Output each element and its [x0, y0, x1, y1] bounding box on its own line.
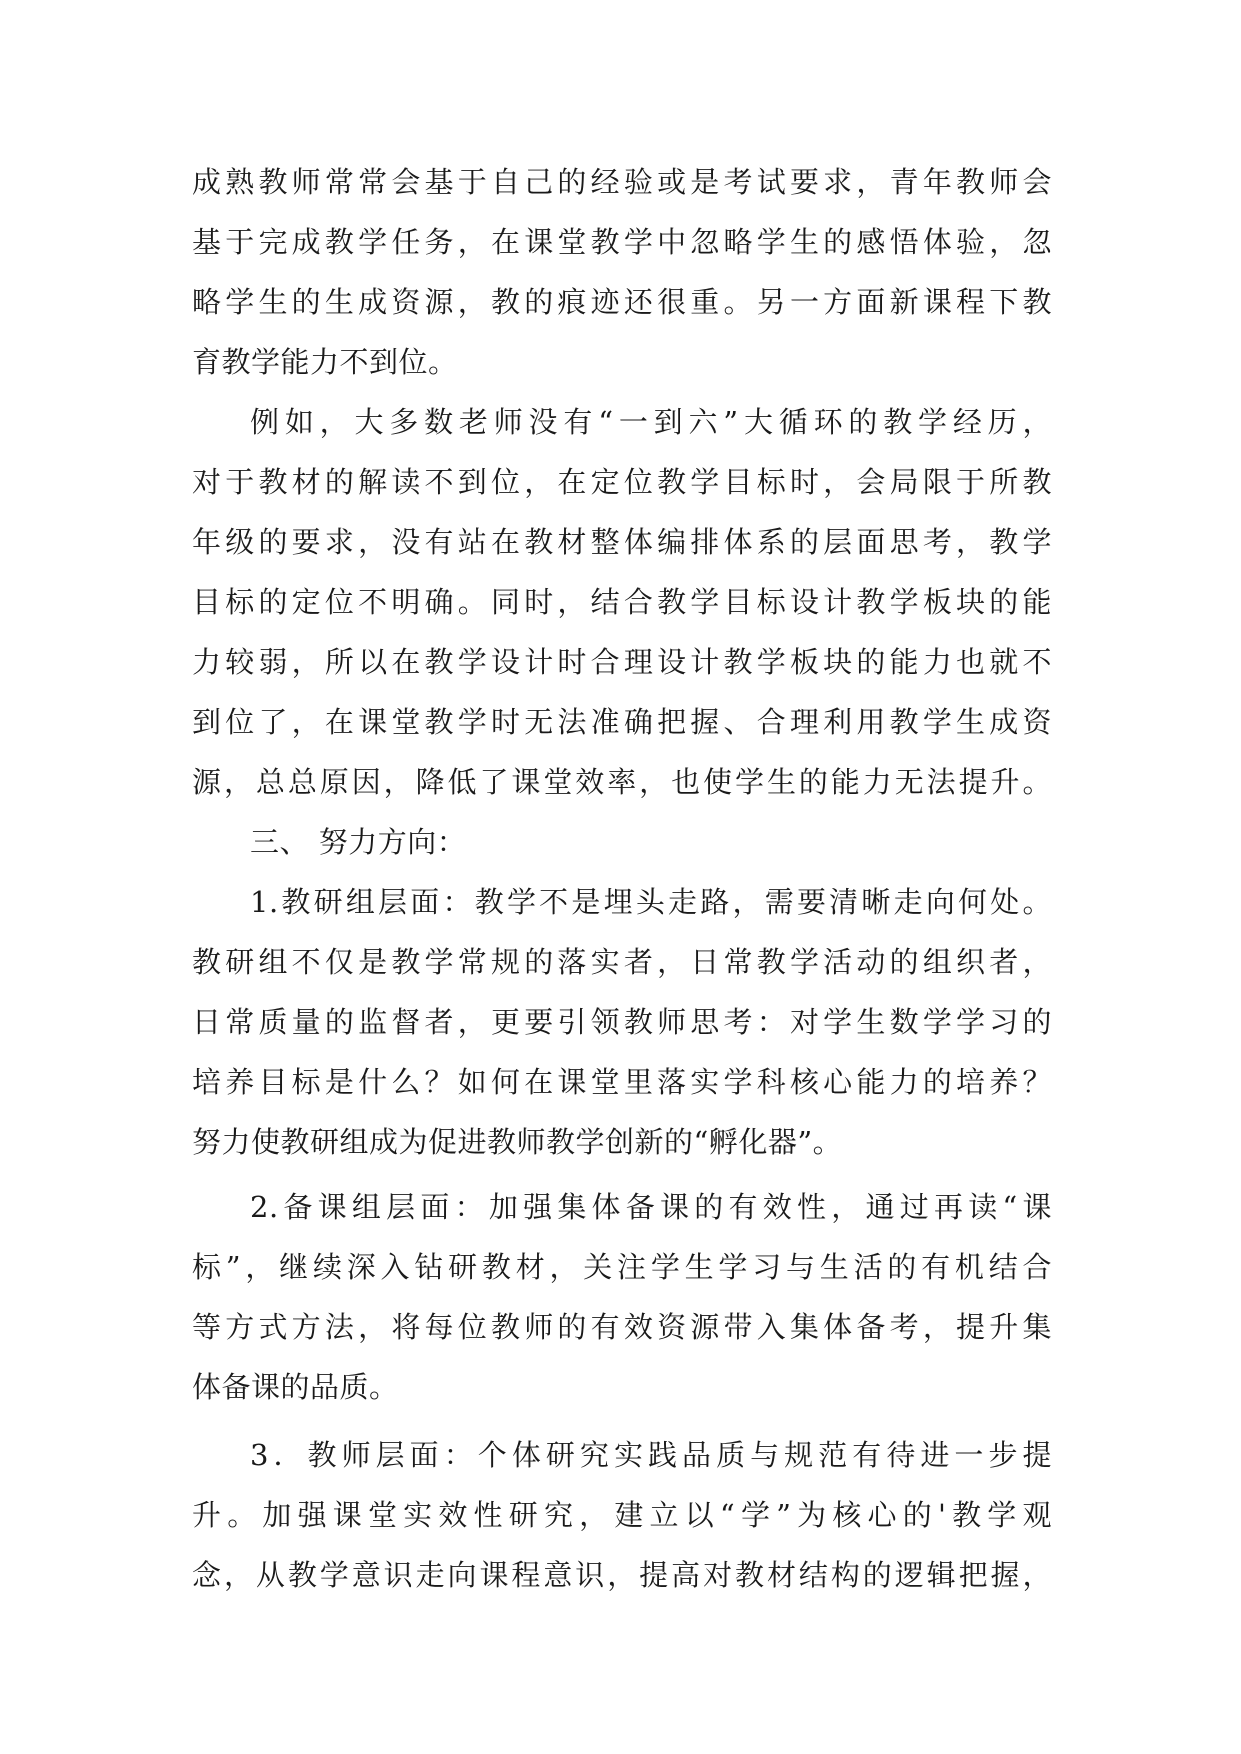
paragraph-1-line-3: 略学生的生成资源，教的痕迹还很重。另一方面新课程下教 — [192, 285, 1052, 319]
paragraph-1-line-2: 基于完成教学任务，在课堂教学中忽略学生的感悟体验，忽 — [192, 225, 1052, 259]
paragraph-6-line-1: 3．教师层面：个体研究实践品质与规范有待进一步提 — [250, 1438, 1052, 1472]
paragraph-2-line-5: 力较弱，所以在教学设计时合理设计教学板块的能力也就不 — [192, 645, 1052, 679]
paragraph-4-line-3: 日常质量的监督者，更要引领教师思考：对学生数学学习的 — [192, 1005, 1052, 1039]
paragraph-1-line-4: 育教学能力不到位。 — [192, 345, 458, 379]
paragraph-4-line-1: 1.教研组层面：教学不是埋头走路，需要清晰走向何处。 — [250, 885, 1052, 919]
paragraph-2-line-6: 到位了，在课堂教学时无法准确把握、合理利用教学生成资 — [192, 705, 1052, 739]
paragraph-5-line-4: 体备课的品质。 — [192, 1370, 399, 1404]
paragraph-2-line-2: 对于教材的解读不到位，在定位教学目标时，会局限于所教 — [192, 465, 1052, 499]
paragraph-2-line-3: 年级的要求，没有站在教材整体编排体系的层面思考，教学 — [192, 525, 1052, 559]
document-body — [192, 152, 1052, 1605]
section-heading: 三、 努力方向： — [250, 825, 467, 859]
paragraph-6-line-3: 念，从教学意识走向课程意识，提高对教材结构的逻辑把握， — [192, 1558, 1052, 1592]
paragraph-5-line-2: 标”，继续深入钻研教材，关注学生学习与生活的有机结合 — [192, 1250, 1052, 1284]
paragraph-4-line-2: 教研组不仅是教学常规的落实者，日常教学活动的组织者， — [192, 945, 1052, 979]
paragraph-1-line-1: 成熟教师常常会基于自己的经验或是考试要求，青年教师会 — [192, 165, 1052, 199]
paragraph-4-line-4: 培养目标是什么？如何在课堂里落实学科核心能力的培养？ — [192, 1065, 1052, 1099]
paragraph-2-line-4: 目标的定位不明确。同时，结合教学目标设计教学板块的能 — [192, 585, 1052, 619]
paragraph-2-line-7: 源，总总原因，降低了课堂效率，也使学生的能力无法提升。 — [192, 765, 1052, 799]
paragraph-2-line-1: 例如，大多数老师没有“一到六”大循环的教学经历， — [250, 405, 1052, 439]
paragraph-5-line-3: 等方式方法，将每位教师的有效资源带入集体备考，提升集 — [192, 1310, 1052, 1344]
paragraph-6-line-2: 升。加强课堂实效性研究，建立以“学”为核心的'教学观 — [192, 1498, 1052, 1532]
paragraph-5-line-1: 2.备课组层面：加强集体备课的有效性，通过再读“课 — [250, 1190, 1052, 1224]
paragraph-4-line-5: 努力使教研组成为促进教师教学创新的“孵化器”。 — [192, 1125, 843, 1159]
